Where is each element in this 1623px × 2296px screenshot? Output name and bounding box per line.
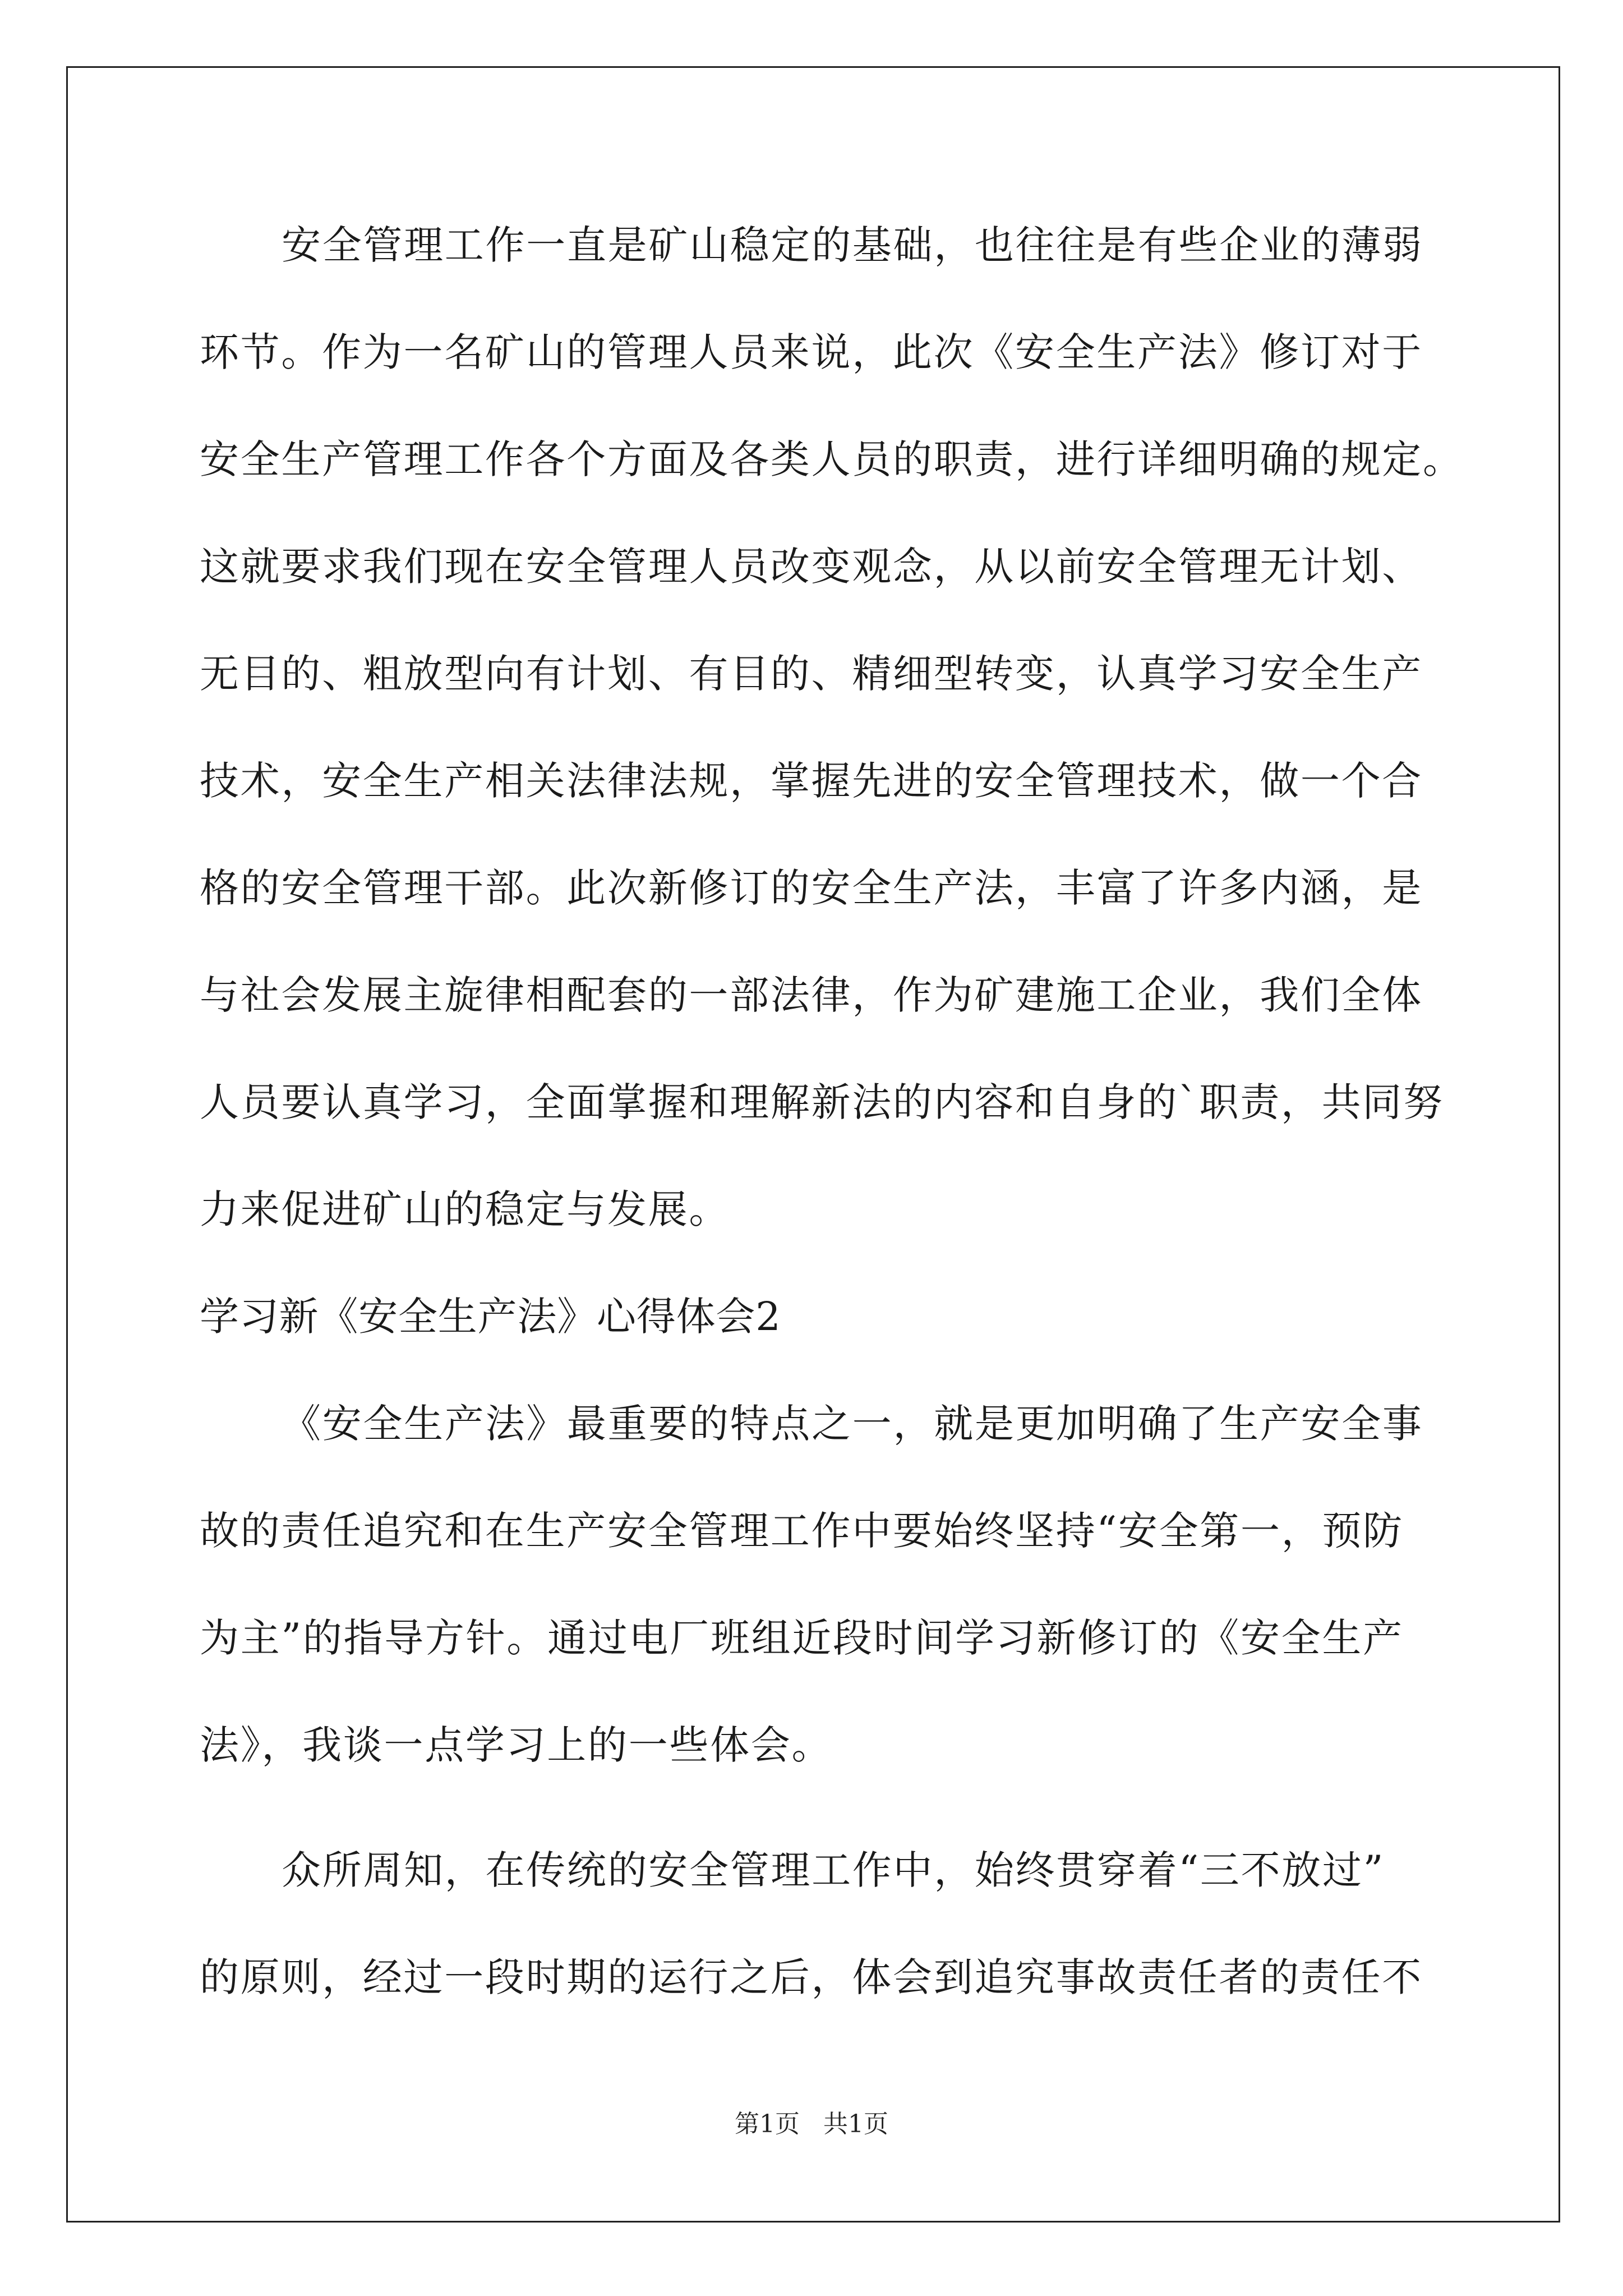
paragraph-1-line-2: 环节。作为一名矿山的管理人员来说，此次《安全生产法》修订对于 bbox=[200, 329, 1423, 375]
paragraph-2-line-3: 为主”的指导方针。通过电厂班组近段时间学习新修订的《安全生产 bbox=[200, 1615, 1404, 1661]
paragraph-3-line-1: 众所周知，在传统的安全管理工作中，始终贯穿着“三不放过” bbox=[282, 1847, 1385, 1893]
paragraph-2-line-2: 故的责任追究和在生产安全管理工作中要始终坚持“安全第一，预防 bbox=[200, 1508, 1404, 1554]
paragraph-1-line-1: 安全管理工作一直是矿山稳定的基础，也往往是有些企业的薄弱 bbox=[282, 222, 1423, 268]
paragraph-1-line-5: 无目的、粗放型向有计划、有目的、精细型转变，认真学习安全生产 bbox=[200, 651, 1423, 697]
paragraph-3-line-2: 的原则，经过一段时期的运行之后，体会到追究事故责任者的责任不 bbox=[200, 1954, 1423, 2000]
paragraph-2-line-4: 法》，我谈一点学习上的一些体会。 bbox=[200, 1722, 833, 1768]
section-heading: 学习新《安全生产法》心得体会2 bbox=[200, 1294, 781, 1340]
paragraph-1-line-10: 力来促进矿山的稳定与发展。 bbox=[200, 1186, 730, 1232]
paragraph-1-line-9: 人员要认真学习，全面掌握和理解新法的内容和自身的`职责，共同努 bbox=[200, 1079, 1444, 1125]
paragraph-1-line-3: 安全生产管理工作各个方面及各类人员的职责，进行详细明确的规定。 bbox=[200, 436, 1464, 482]
page-border bbox=[66, 66, 1560, 2223]
paragraph-1-line-4: 这就要求我们现在安全管理人员改变观念，从以前安全管理无计划、 bbox=[200, 544, 1423, 590]
paragraph-1-line-8: 与社会发展主旋律相配套的一部法律，作为矿建施工企业，我们全体 bbox=[200, 972, 1423, 1018]
page-footer: 第1页 共1页 bbox=[735, 2110, 888, 2138]
paragraph-1-line-6: 技术，安全生产相关法律法规，掌握先进的安全管理技术，做一个合 bbox=[200, 758, 1423, 804]
paragraph-1-line-7: 格的安全管理干部。此次新修订的安全生产法，丰富了许多内涵，是 bbox=[200, 865, 1423, 911]
paragraph-2-line-1: 《安全生产法》最重要的特点之一，就是更加明确了生产安全事 bbox=[282, 1401, 1423, 1447]
